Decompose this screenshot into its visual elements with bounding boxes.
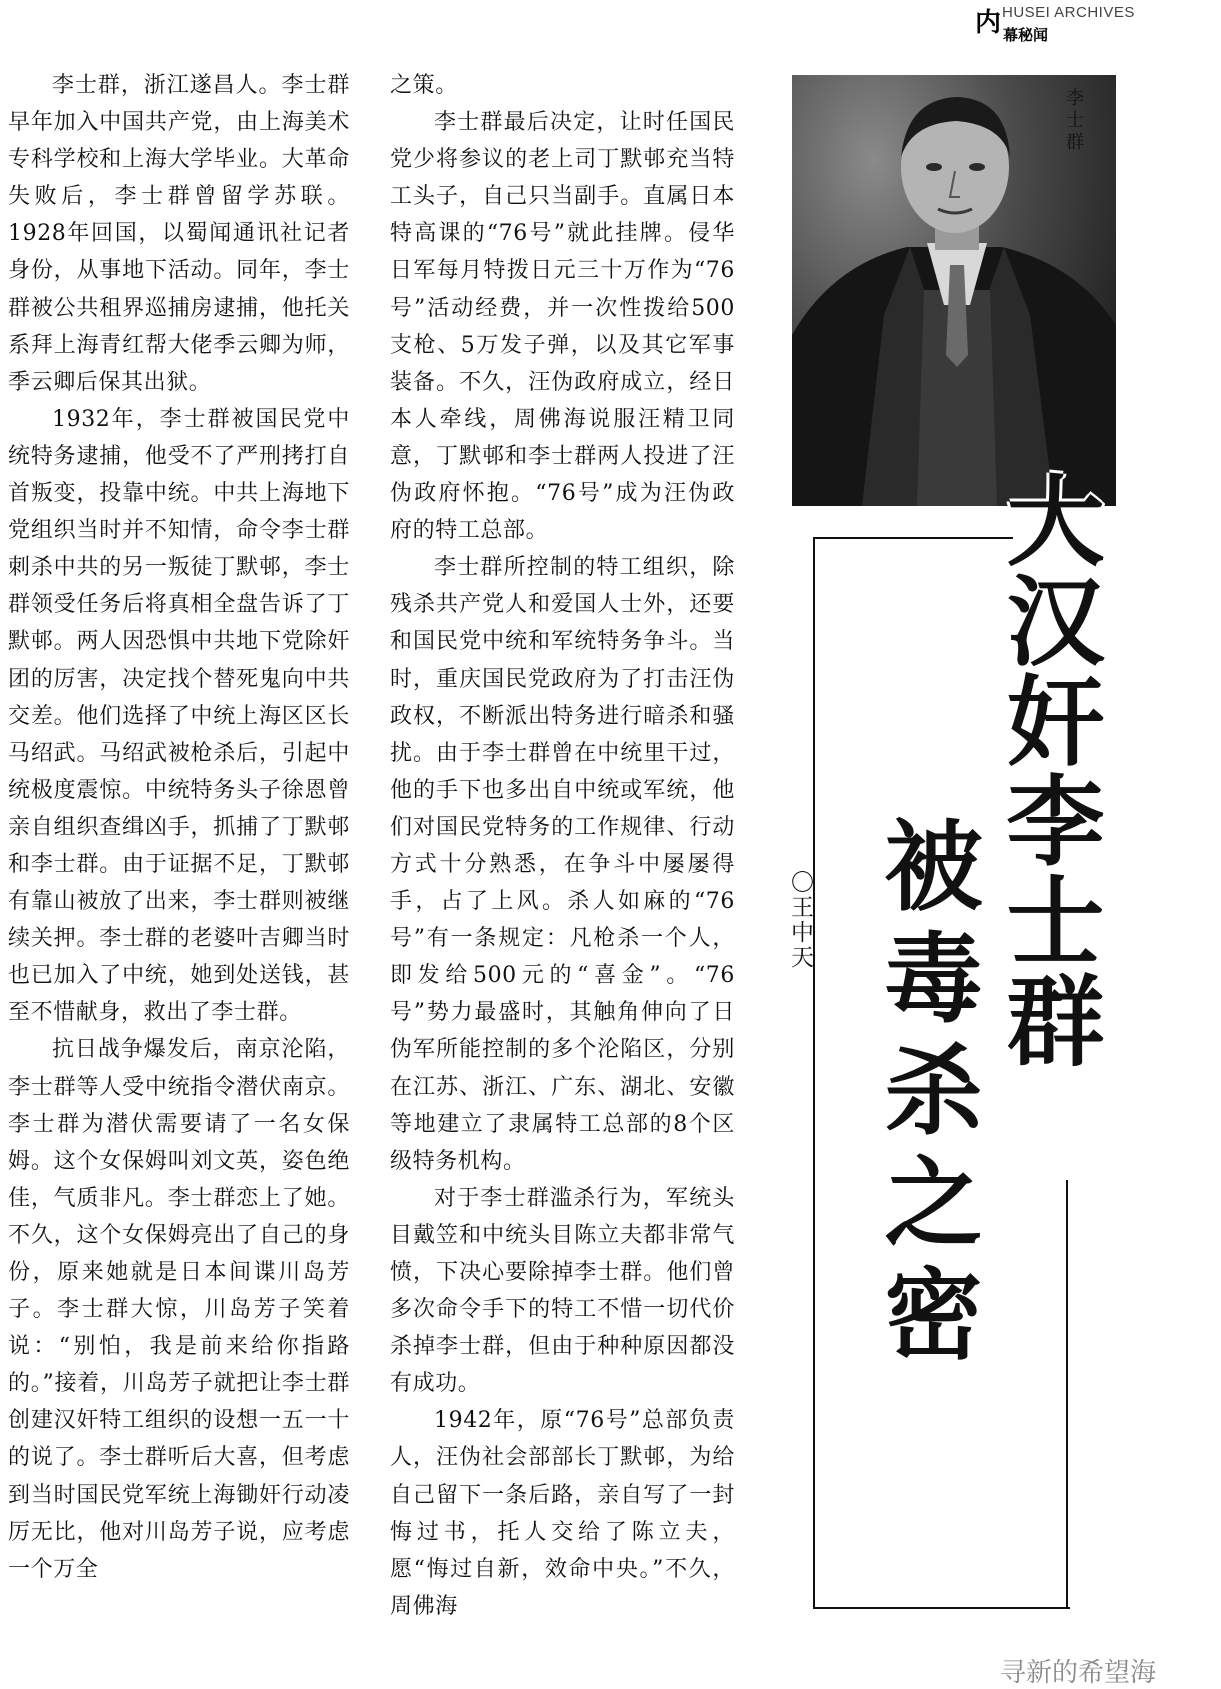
watermark: 寻新的希望海	[1000, 1658, 1157, 1688]
paragraph: 抗日战争爆发后，南京沦陷，李士群等人受中统指令潜伏南京。李士群为潜伏需要请了一名女保姆。这个女保姆叫刘文英，姿色绝佳，气质非凡。李士群恋上了她。不久，这个女保姆亮出了自己的身份，原来她就是日本间谍川岛芳子。李士群大惊，川岛芳子笑着说：“别怕，我是前来给你指路的。”接着，川岛芳子就把让李士群创建汉奸特工组织的设想一五一十的说了。李士群听后大喜，但考虑到当时国民党军统上海锄奸行动凌厉无比，他对川岛芳子说，应考虑一个万全	[8, 1037, 350, 1582]
author-byline: 〇王中天	[787, 870, 813, 970]
title-frame-top-rule	[813, 537, 1013, 539]
paragraph: 对于李士群滥杀行为，军统头目戴笠和中统头目陈立夫都非常气愤，下决心要除掉李士群。他们曾多次命令手下的特工不惜一切代价杀掉李士群，但由于种种原因都没有成功。	[390, 1185, 735, 1397]
article-title-line-2: 被毒杀之密	[868, 815, 982, 1375]
article-column-2	[390, 67, 735, 1625]
page-header	[975, 0, 1221, 44]
section-mark: 内	[975, 8, 1002, 38]
paragraph-continuation: 之策。	[390, 73, 458, 98]
paragraph: 李士群，浙江遂昌人。李士群早年加入中国共产党，由上海美术专科学校和上海大学毕业。大革命失败后，李士群曾留学苏联。1928年回国，以蜀闻通讯社记者身份，从事地下活动。同年，李士群被公共租界巡捕房逮捕，他托关系拜上海青红帮大佬季云卿为师，季云卿后保其出狱。	[8, 73, 350, 395]
section-english-title: HUSEI ARCHIVES	[1002, 4, 1135, 21]
paragraph: 1942年，原“76号”总部负责人，汪伪社会部部长丁默邨，为给自己留下一条后路，亲自写了一封悔过书，托人交给了陈立夫，愿“悔过自新，效命中央。”不久，周佛海	[390, 1408, 735, 1619]
article-column-1	[8, 67, 350, 1588]
section-chinese-title: 幕秘闻	[1003, 26, 1049, 44]
photo-caption: 李士群	[1063, 88, 1084, 154]
paragraph: 李士群所控制的特工组织，除残杀共产党人和爱国人士外，还要和国民党中统和军统特务争斗。当时，重庆国民党政府为了打击汪伪政权，不断派出特务进行暗杀和骚扰。由于李士群曾在中统里干过，他的手下也多出自中统或军统，他们对国民党特务的工作规律、行动方式十分熟悉，在争斗中屡屡得手，占了上风。杀人如麻的“76号”有一条规定：凡枪杀一个人，即发给500元的“喜金”。“76号”势力最盛时，其触角伸向了日伪军所能控制的多个沦陷区，分别在江苏、浙江、广东、湖北、安徽等地建立了隶属特工总部的8个区级特务机构。	[390, 555, 735, 1174]
title-frame-right-rule	[1066, 1180, 1068, 1609]
paragraph: 李士群最后决定，让时任国民党少将参议的老上司丁默邨充当特工头子，自己只当副手。直属日本特高课的“76号”就此挂牌。侵华日军每月特拨日元三十万作为“76号”活动经费，并一次性拨给500支枪、5万发子弹，以及其它军事装备。不久，汪伪政府成立，经日本人牵线，周佛海说服汪精卫同意，丁默邨和李士群两人投进了汪伪政府怀抱。“76号”成为汪伪政府的特工总部。	[390, 110, 735, 544]
article-title-line-1: 大汉奸李士群	[990, 470, 1104, 1070]
paragraph: 1932年，李士群被国民党中统特务逮捕，他受不了严刑拷打自首叛变，投靠中统。中共上海地下党组织当时并不知情，命令李士群刺杀中共的另一叛徒丁默邨，李士群领受任务后将真相全盘告诉了丁默邨。两人因恐惧中共地下党除奸团的厉害，决定找个替死鬼向中共交差。他们选择了中统上海区区长马绍武。马绍武被枪杀后，引起中统极度震惊。中统特务头子徐恩曾亲自组织查缉凶手，抓捕了丁默邨和李士群。由于证据不足，丁默邨有靠山被放了出来，李士群则被继续关押。李士群的老婆叶吉卿当时也已加入了中统，她到处送钱，甚至不惜献身，救出了李士群。	[8, 406, 350, 1026]
